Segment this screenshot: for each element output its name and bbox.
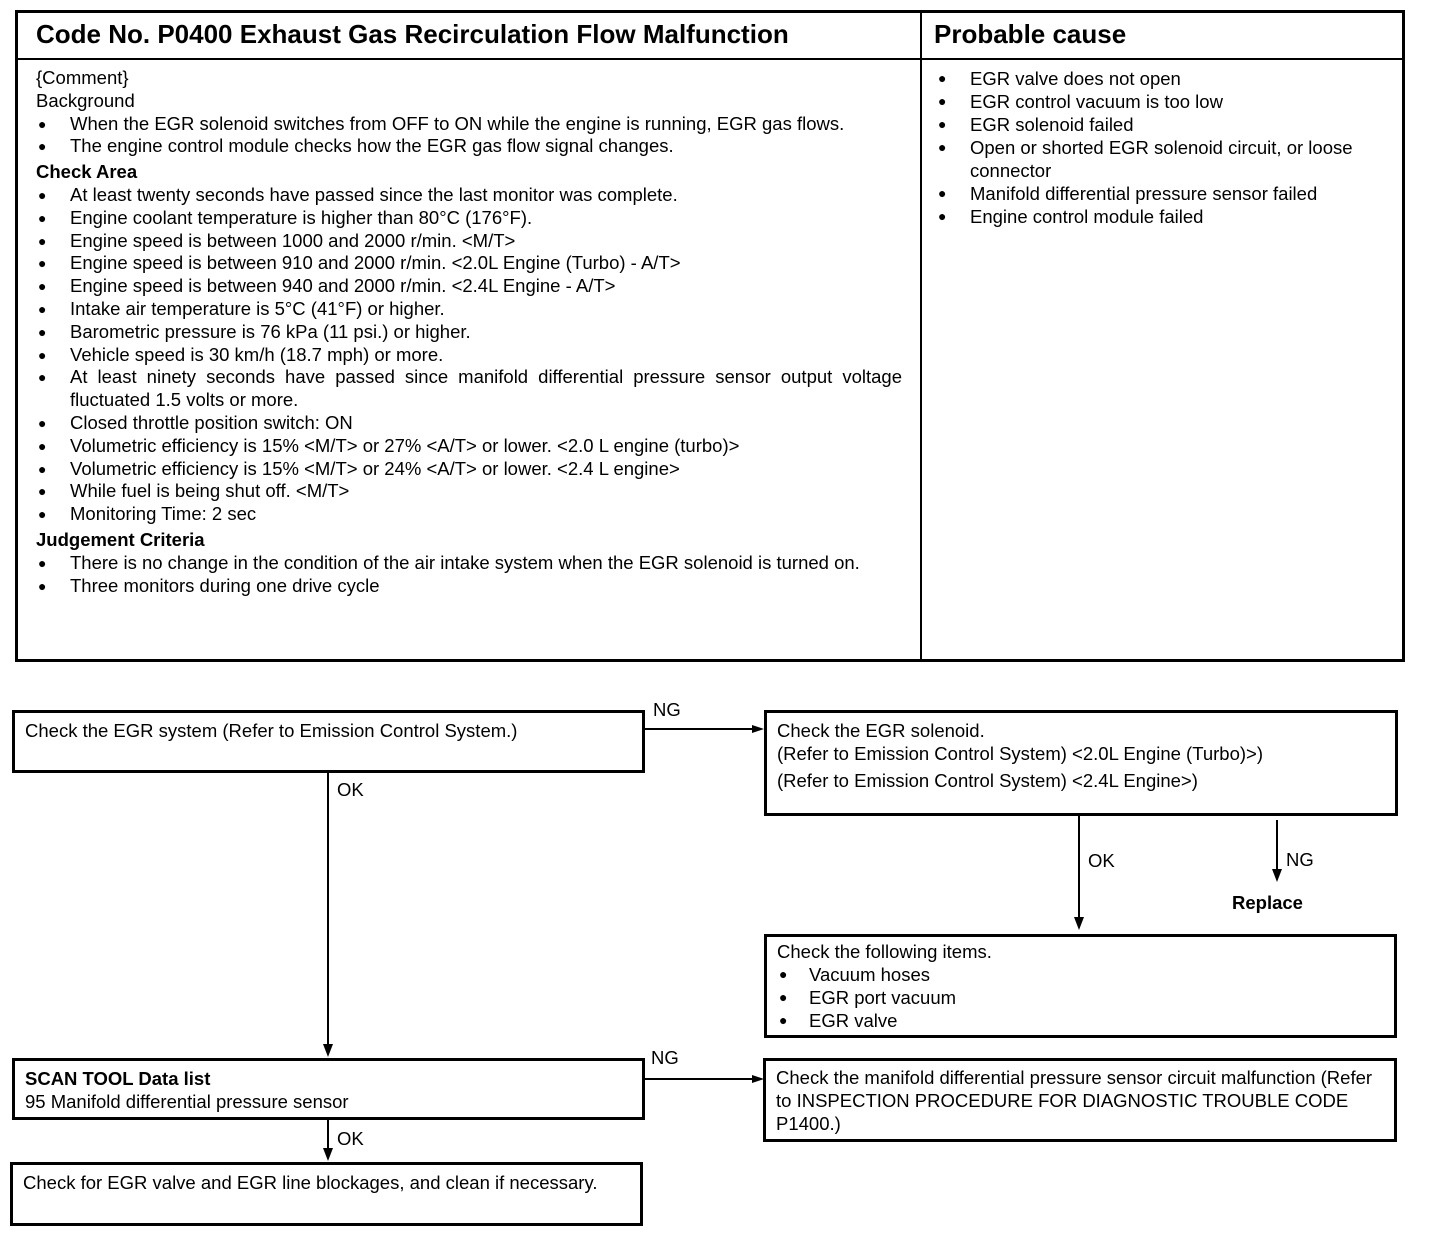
- ng-connector-2: [1276, 820, 1278, 870]
- arrow-down-icon: [323, 1044, 333, 1057]
- scan-tool-box: [12, 1058, 645, 1120]
- probable-cause-list: [936, 67, 1391, 228]
- check-area-item: ● Volumetric efficiency is 15% <M/T> or 24% <A/T> or lower. <2.4 L engine>: [36, 458, 902, 481]
- check-area-item: ● Vehicle speed is 30 km/h (18.7 mph) or more.: [36, 344, 902, 367]
- check-area-item: ● Intake air temperature is 5°C (41°F) or higher.: [36, 298, 902, 321]
- cause-item: ● EGR solenoid failed: [936, 113, 1391, 136]
- scan-tool-title: SCAN TOOL Data list: [25, 1068, 211, 1089]
- check-item: ● EGR port vacuum: [777, 986, 1384, 1009]
- check-following-items-box: [764, 934, 1397, 1038]
- check-area-item: ● Engine speed is between 910 and 2000 r/min. <2.0L Engine (Turbo) - A/T>: [36, 252, 902, 275]
- ng-label-2: NG: [1286, 849, 1314, 870]
- arrow-down-icon: [1272, 869, 1282, 882]
- background-item: ● The engine control module checks how the EGR gas flow signal changes.: [36, 135, 902, 158]
- background-item: ● When the EGR solenoid switches from OFF to ON while the engine is running, EGR gas flows.: [36, 113, 902, 136]
- ok-label-3: OK: [337, 1128, 364, 1149]
- check-following-title: Check the following items.: [777, 941, 992, 962]
- comment-section: [36, 67, 902, 597]
- check-egr-system-text: Check the EGR system (Refer to Emission Control System.): [25, 720, 518, 741]
- comment-label: {Comment}: [36, 67, 129, 88]
- ng-connector-1: [645, 728, 753, 730]
- check-area-item: ● Engine speed is between 1000 and 2000 r/min. <M/T>: [36, 230, 902, 253]
- check-area-item: ● Engine speed is between 940 and 2000 r/min. <2.4L Engine - A/T>: [36, 275, 902, 298]
- diagnostic-table: [15, 10, 1405, 662]
- ng-connector-3: [645, 1078, 753, 1080]
- check-area-item: ● At least twenty seconds have passed since the last monitor was complete.: [36, 184, 902, 207]
- judgement-item: ● There is no change in the condition of the air intake system when the EGR solenoid is turned on.: [36, 552, 902, 575]
- ok-label-1: OK: [337, 779, 364, 800]
- ok-connector-2: [1078, 816, 1080, 918]
- check-area-item: ● Volumetric efficiency is 15% <M/T> or 27% <A/T> or lower. <2.0 L engine (turbo)>: [36, 435, 902, 458]
- check-mdp-sensor-box: [763, 1058, 1397, 1142]
- arrow-down-icon: [1074, 917, 1084, 930]
- arrow-down-icon: [323, 1148, 333, 1161]
- check-item: ● EGR valve: [777, 1009, 1384, 1032]
- check-area-item: ● At least ninety seconds have passed since manifold differential pressure sensor output voltage fluctuated 1.5 volts or more.: [36, 366, 902, 412]
- check-area-item: ● Closed throttle position switch: ON: [36, 412, 902, 435]
- ng-label-1: NG: [653, 699, 681, 720]
- check-egr-blockage-box: [10, 1162, 643, 1226]
- check-area-item: ● While fuel is being shut off. <M/T>: [36, 480, 902, 503]
- code-title: Code No. P0400 Exhaust Gas Recirculation Flow Malfunction: [36, 19, 789, 49]
- solenoid-ref-24l: (Refer to Emission Control System) <2.4L Engine>): [777, 770, 1198, 791]
- replace-label: Replace: [1232, 892, 1303, 913]
- arrow-right-icon: [752, 725, 764, 733]
- check-area-item: ● Barometric pressure is 76 kPa (11 psi.) or higher.: [36, 321, 902, 344]
- check-item: ● Vacuum hoses: [777, 963, 1384, 986]
- ok-connector-3: [327, 1120, 329, 1150]
- check-area-label: Check Area: [36, 161, 138, 183]
- ok-connector-1: [327, 773, 329, 1045]
- background-label: Background: [36, 89, 135, 111]
- cause-item: ● Open or shorted EGR solenoid circuit, or loose connector: [936, 136, 1391, 182]
- cause-item: ● EGR control vacuum is too low: [936, 90, 1391, 113]
- check-egr-system-box: [12, 710, 645, 773]
- cause-item: ● EGR valve does not open: [936, 67, 1391, 90]
- column-divider: [920, 13, 922, 659]
- header-divider: [18, 58, 1402, 60]
- check-mdp-sensor-text: Check the manifold differential pressure sensor circuit malfunction (Refer to INSPECTION PROCEDURE FOR DIAGNOSTIC TROUBLE CODE P1400.): [776, 1067, 1373, 1134]
- check-area-item: ● Monitoring Time: 2 sec: [36, 503, 902, 526]
- ok-label-2: OK: [1088, 850, 1115, 871]
- scan-tool-item: 95 Manifold differential pressure sensor: [25, 1091, 349, 1112]
- check-egr-blockage-text: Check for EGR valve and EGR line blockages, and clean if necessary.: [23, 1172, 598, 1193]
- check-area-item: ● Engine coolant temperature is higher than 80°C (176°F).: [36, 207, 902, 230]
- judgement-label: Judgement Criteria: [36, 528, 205, 550]
- judgement-item: ● Three monitors during one drive cycle: [36, 575, 902, 598]
- cause-item: ● Manifold differential pressure sensor failed: [936, 182, 1391, 205]
- probable-cause-title: Probable cause: [934, 19, 1127, 49]
- check-egr-solenoid-text: Check the EGR solenoid.: [777, 720, 985, 741]
- cause-item: ● Engine control module failed: [936, 205, 1391, 228]
- ng-label-3: NG: [651, 1047, 679, 1068]
- solenoid-ref-turbo: (Refer to Emission Control System) <2.0L Engine (Turbo)>): [777, 743, 1263, 764]
- check-egr-solenoid-box: [764, 710, 1398, 816]
